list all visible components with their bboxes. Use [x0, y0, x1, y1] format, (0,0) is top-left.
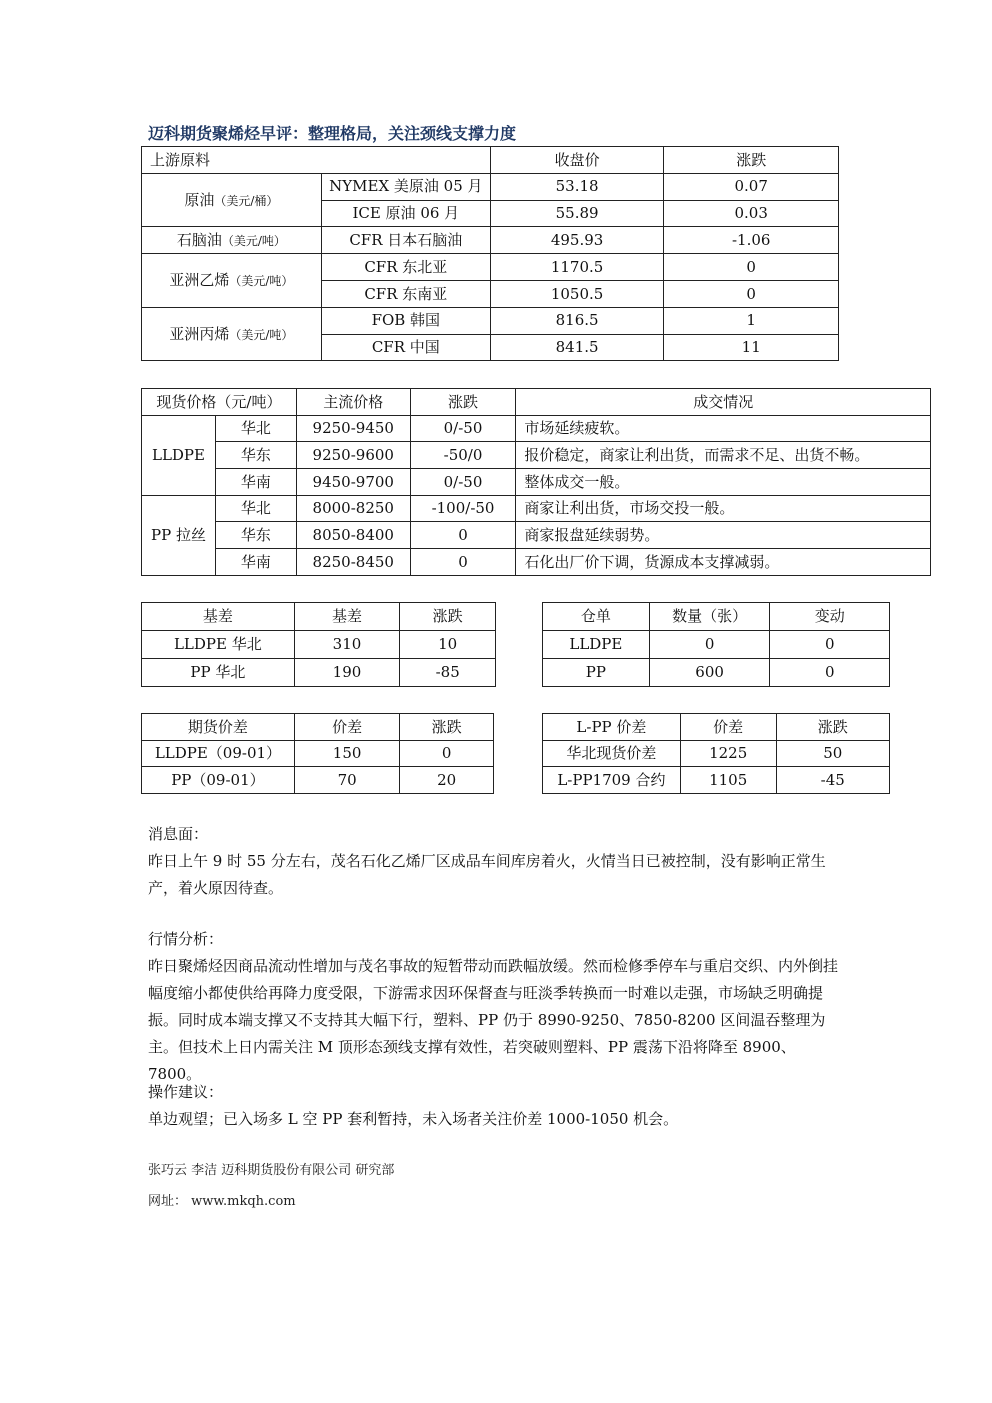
basis-table	[141, 602, 496, 687]
table-row	[142, 522, 931, 549]
group-unit: （美元/吨）	[229, 274, 294, 289]
change-cell: -85	[400, 659, 496, 687]
change-cell: 0	[770, 659, 890, 687]
value-cell: 150	[294, 740, 400, 767]
name-cell: PP（09-01）	[142, 767, 295, 794]
spread-header: 价差	[294, 714, 400, 741]
group-name: 亚洲丙烯	[169, 324, 230, 343]
table-row	[142, 495, 931, 522]
change-header: 涨跌	[664, 147, 839, 174]
table-row	[543, 659, 890, 687]
change-cell: 0/-50	[410, 469, 516, 496]
change-cell: 0	[410, 549, 516, 576]
change-cell: -100/-50	[410, 495, 516, 522]
value-cell: 310	[294, 631, 400, 659]
group-unit: （美元/吨）	[221, 234, 286, 249]
item-cell: CFR 东南亚	[321, 280, 490, 307]
product-cell: LLDPE	[142, 415, 216, 495]
price-cell: 9450-9700	[296, 469, 410, 496]
change-cell: 11	[664, 334, 839, 361]
item-cell: NYMEX 美原油 05 月	[321, 173, 490, 200]
deal-cell: 石化出厂价下调，货源成本支撑减弱。	[516, 549, 931, 576]
futures-spread-header: 期货价差	[142, 714, 295, 741]
group-name: 原油	[184, 190, 215, 209]
change-cell: 0	[400, 740, 494, 767]
table-row	[142, 307, 839, 334]
upstream-header: 上游原料	[142, 147, 491, 174]
advice-body: 单边观望；已入场多 L 空 PP 套利暂持，未入场者关注价差 1000-1050 机会。	[148, 1110, 679, 1128]
change-cell: 0	[664, 280, 839, 307]
product-cell: PP 拉丝	[142, 495, 216, 575]
warehouse-header: 仓单	[543, 603, 650, 631]
news-heading: 消息面：	[148, 825, 209, 843]
spread-header: 价差	[680, 714, 776, 741]
deal-cell: 整体成交一般。	[516, 469, 931, 496]
region-cell: 华东	[215, 522, 296, 549]
deal-cell: 市场延续疲软。	[516, 415, 931, 442]
group-unit: （美元/吨）	[229, 327, 294, 342]
change-header: 涨跌	[400, 603, 496, 631]
lpp-spread-header: L-PP 价差	[543, 714, 681, 741]
table-row	[142, 254, 839, 281]
group-cell	[142, 227, 322, 254]
region-cell: 华北	[215, 415, 296, 442]
quantity-header: 数量（张）	[649, 603, 770, 631]
spot-header: 现货价格（元/吨）	[142, 389, 297, 416]
change-cell: 0	[410, 522, 516, 549]
value-cell: 1225	[680, 740, 776, 767]
name-cell: LLDPE	[543, 631, 650, 659]
lpp-spread-table	[542, 713, 890, 794]
group-unit: （美元/桶）	[214, 193, 279, 208]
change-header: 涨跌	[400, 714, 494, 741]
change-header: 变动	[770, 603, 890, 631]
region-cell: 华南	[215, 549, 296, 576]
name-cell: LLDPE（09-01）	[142, 740, 295, 767]
table-row	[543, 767, 890, 794]
change-header: 涨跌	[410, 389, 516, 416]
region-cell: 华东	[215, 442, 296, 469]
item-cell: FOB 韩国	[321, 307, 490, 334]
table-row	[142, 659, 496, 687]
deal-cell: 报价稳定，商家让利出货，而需求不足、出货不畅。	[516, 442, 931, 469]
value-cell: 1105	[680, 767, 776, 794]
name-cell: 华北现货价差	[543, 740, 681, 767]
group-name: 亚洲乙烯	[169, 271, 230, 290]
table-row	[142, 549, 931, 576]
upstream-table	[141, 146, 839, 361]
price-cell: 8000-8250	[296, 495, 410, 522]
price-cell: 1170.5	[490, 254, 664, 281]
main-price-header: 主流价格	[296, 389, 410, 416]
table-row	[142, 173, 839, 200]
name-cell: LLDPE 华北	[142, 631, 295, 659]
change-cell: 20	[400, 767, 494, 794]
name-cell: PP	[543, 659, 650, 687]
analysis-body: 昨日聚烯烃因商品流动性增加与茂名事故的短暂带动而跌幅放缓。然而检修季停车与重启交织、内外倒挂幅度缩小都使供给再降力度受限，下游需求因环保督查与旺淡季转换而一时难以走强，市场缺乏明确提振。同时成本端支撑又不支持其大幅下行，塑料、PP 仍于 8990-9250、7850-8200 区间温吞整理为主。但技术上日内需关注 M 顶形态颈线支撑有效性，若突破则塑料、PP 震荡下沿将降至 8900、7800。	[148, 957, 839, 1083]
spot-header-row	[142, 389, 931, 416]
price-cell: 55.89	[490, 200, 664, 227]
item-cell: CFR 中国	[321, 334, 490, 361]
price-cell: 495.93	[490, 227, 664, 254]
price-cell: 841.5	[490, 334, 664, 361]
item-cell: ICE 原油 06 月	[321, 200, 490, 227]
name-cell: L-PP1709 合约	[543, 767, 681, 794]
price-cell: 8250-8450	[296, 549, 410, 576]
close-price-header: 收盘价	[490, 147, 664, 174]
region-cell: 华北	[215, 495, 296, 522]
footer-website-line	[148, 1190, 296, 1209]
change-cell: 0	[770, 631, 890, 659]
item-cell: CFR 东北亚	[321, 254, 490, 281]
footer-authors: 张巧云 李洁 迈科期货股份有限公司 研究部	[148, 1163, 395, 1178]
price-cell: 816.5	[490, 307, 664, 334]
website-label: 网址：	[148, 1194, 188, 1209]
warehouse-header-row	[543, 603, 890, 631]
change-cell: 0.07	[664, 173, 839, 200]
basis-value-header: 基差	[294, 603, 400, 631]
report-title: 迈科期货聚烯烃早评：整理格局，关注颈线支撑力度	[148, 124, 517, 143]
basis-header: 基差	[142, 603, 295, 631]
name-cell: PP 华北	[142, 659, 295, 687]
region-cell: 华南	[215, 469, 296, 496]
table-row	[142, 740, 494, 767]
table-row	[142, 469, 931, 496]
table-row	[142, 442, 931, 469]
table-row	[142, 631, 496, 659]
change-cell: -45	[776, 767, 890, 794]
group-cell	[142, 173, 322, 227]
value-cell: 600	[649, 659, 770, 687]
change-cell: 0.03	[664, 200, 839, 227]
price-cell: 9250-9600	[296, 442, 410, 469]
change-cell: 0/-50	[410, 415, 516, 442]
table-row	[543, 631, 890, 659]
group-name: 石脑油	[176, 231, 222, 250]
price-cell: 53.18	[490, 173, 664, 200]
value-cell: 190	[294, 659, 400, 687]
change-cell: 10	[400, 631, 496, 659]
group-cell	[142, 307, 322, 361]
table-row	[543, 740, 890, 767]
basis-header-row	[142, 603, 496, 631]
deal-cell: 商家让利出货，市场交投一般。	[516, 495, 931, 522]
change-cell: 50	[776, 740, 890, 767]
deal-cell: 商家报盘延续弱势。	[516, 522, 931, 549]
change-cell: 0	[664, 254, 839, 281]
price-cell: 1050.5	[490, 280, 664, 307]
upstream-header-row	[142, 147, 839, 174]
change-cell: -1.06	[664, 227, 839, 254]
table-row	[142, 415, 931, 442]
deal-header: 成交情况	[516, 389, 931, 416]
futures-header-row	[142, 714, 494, 741]
value-cell: 0	[649, 631, 770, 659]
table-row	[142, 227, 839, 254]
warehouse-table	[542, 602, 890, 687]
table-row	[142, 767, 494, 794]
price-cell: 9250-9450	[296, 415, 410, 442]
value-cell: 70	[294, 767, 400, 794]
advice-heading: 操作建议：	[148, 1083, 224, 1101]
change-header: 涨跌	[776, 714, 890, 741]
price-cell: 8050-8400	[296, 522, 410, 549]
lpp-header-row	[543, 714, 890, 741]
item-cell: CFR 日本石脑油	[321, 227, 490, 254]
spot-price-table	[141, 388, 931, 576]
futures-spread-table	[141, 713, 494, 794]
group-cell	[142, 254, 322, 308]
analysis-heading: 行情分析：	[148, 930, 224, 948]
change-cell: 1	[664, 307, 839, 334]
news-body: 昨日上午 9 时 55 分左右，茂名石化乙烯厂区成品车间库房着火，火情当日已被控制，没有影响正常生产，着火原因待查。	[148, 852, 826, 897]
change-cell: -50/0	[410, 442, 516, 469]
website-link[interactable]: www.mkqh.com	[191, 1194, 296, 1209]
